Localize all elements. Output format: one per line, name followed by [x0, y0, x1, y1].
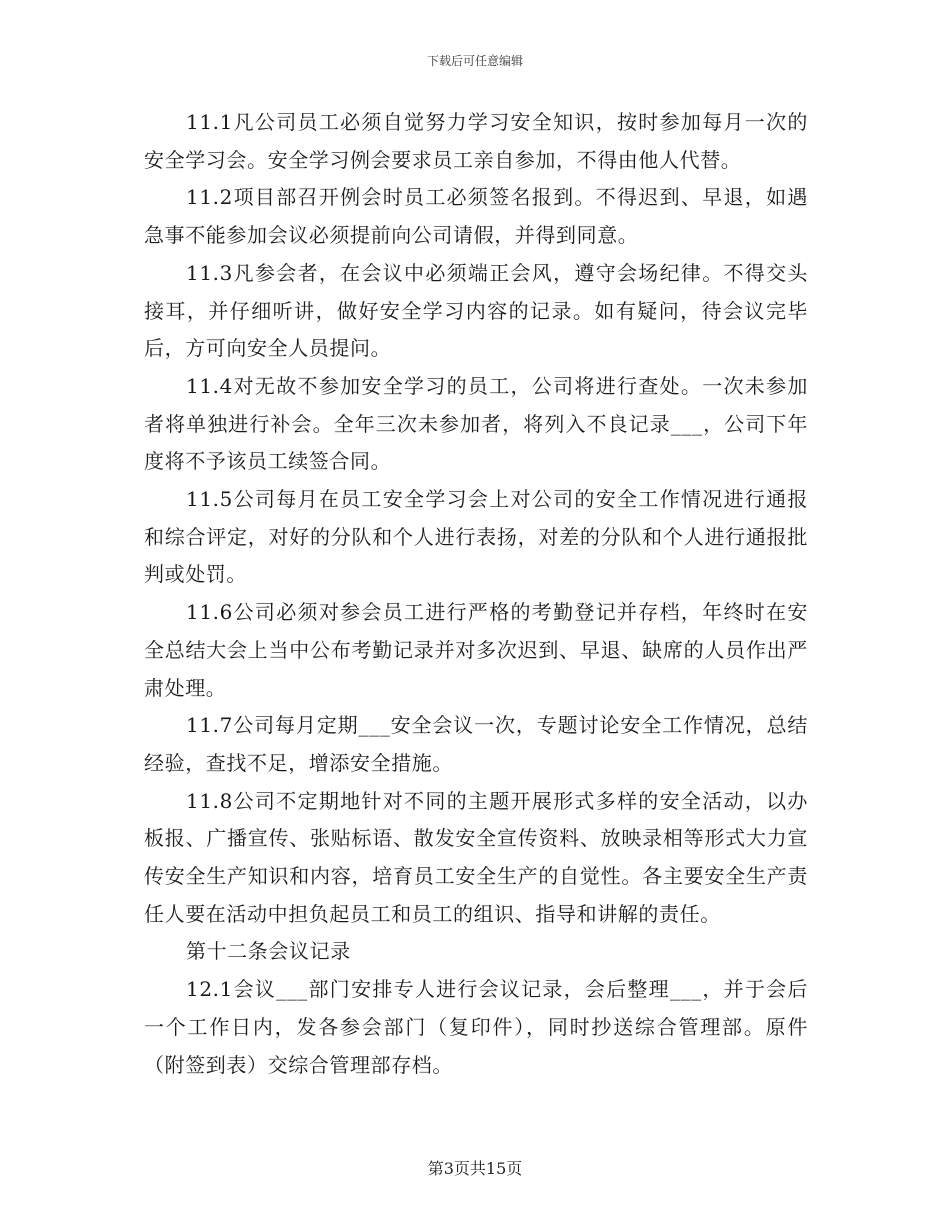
paragraph-11-4: 11.4对无故不参加安全学习的员工，公司将进行查处。一次未参加者将单独进行补会。全年三次未参加者，将列入不良记录___，公司下年度将不予该员工续签合同。: [144, 373, 808, 474]
section-heading-12: 第十二条会议记录: [186, 939, 351, 964]
page-number: 第3页共15页: [427, 1159, 523, 1178]
paragraph-11-6: 11.6公司必须对参会员工进行严格的考勤登记并存档，年终时在安全总结大会上当中公布考勤记录并对多次迟到、早退、缺席的人员作出严肃处理。: [144, 600, 808, 700]
paragraph-11-2: 11.2项目部召开例会时员工必须签名报到。不得迟到、早退，如遇急事不能参加会议必须提前向公司请假，并得到同意。: [144, 185, 808, 248]
paragraph-11-8: 11.8公司不定期地针对不同的主题开展形式多样的安全活动，以办板报、广播宣传、张贴标语、散发安全宣传资料、放映录相等形式大力宣传安全生产知识和内容，培育员工安全生产的自觉性。各主要安全生产责任人要在活动中担负起员工和员工的组识、指导和讲解的责任。: [144, 788, 808, 926]
paragraph-11-5: 11.5公司每月在员工安全学习会上对公司的安全工作情况进行通报和综合评定，对好的分队和个人进行表扬，对差的分队和个人进行通报批判或处罚。: [144, 487, 808, 587]
page-header: 下载后可任意编辑: [426, 54, 523, 68]
paragraph-11-3: 11.3凡参会者，在会议中必须端正会风，遵守会场纪律。不得交头接耳，并仔细听讲，做好安全学习内容的记录。如有疑问，待会议完毕后，方可向安全人员提问。: [144, 260, 808, 361]
paragraph-11-1: 11.1凡公司员工必须自觉努力学习安全知识，按时参加每月一次的安全学习会。安全学习例会要求员工亲自参加，不得由他人代替。: [144, 110, 808, 172]
document-body: [144, 104, 808, 1084]
paragraph-12-1: 12.1会议___部门安排专人进行会议记录，会后整理___，并于会后一个工作日内，发各参会部门（复印件），同时抄送综合管理部。原件（附签到表）交综合管理部存档。: [144, 977, 808, 1077]
paragraph-11-7: 11.7公司每月定期___安全会议一次，专题讨论安全工作情况，总结经验，查找不足，增添安全措施。: [144, 713, 808, 775]
